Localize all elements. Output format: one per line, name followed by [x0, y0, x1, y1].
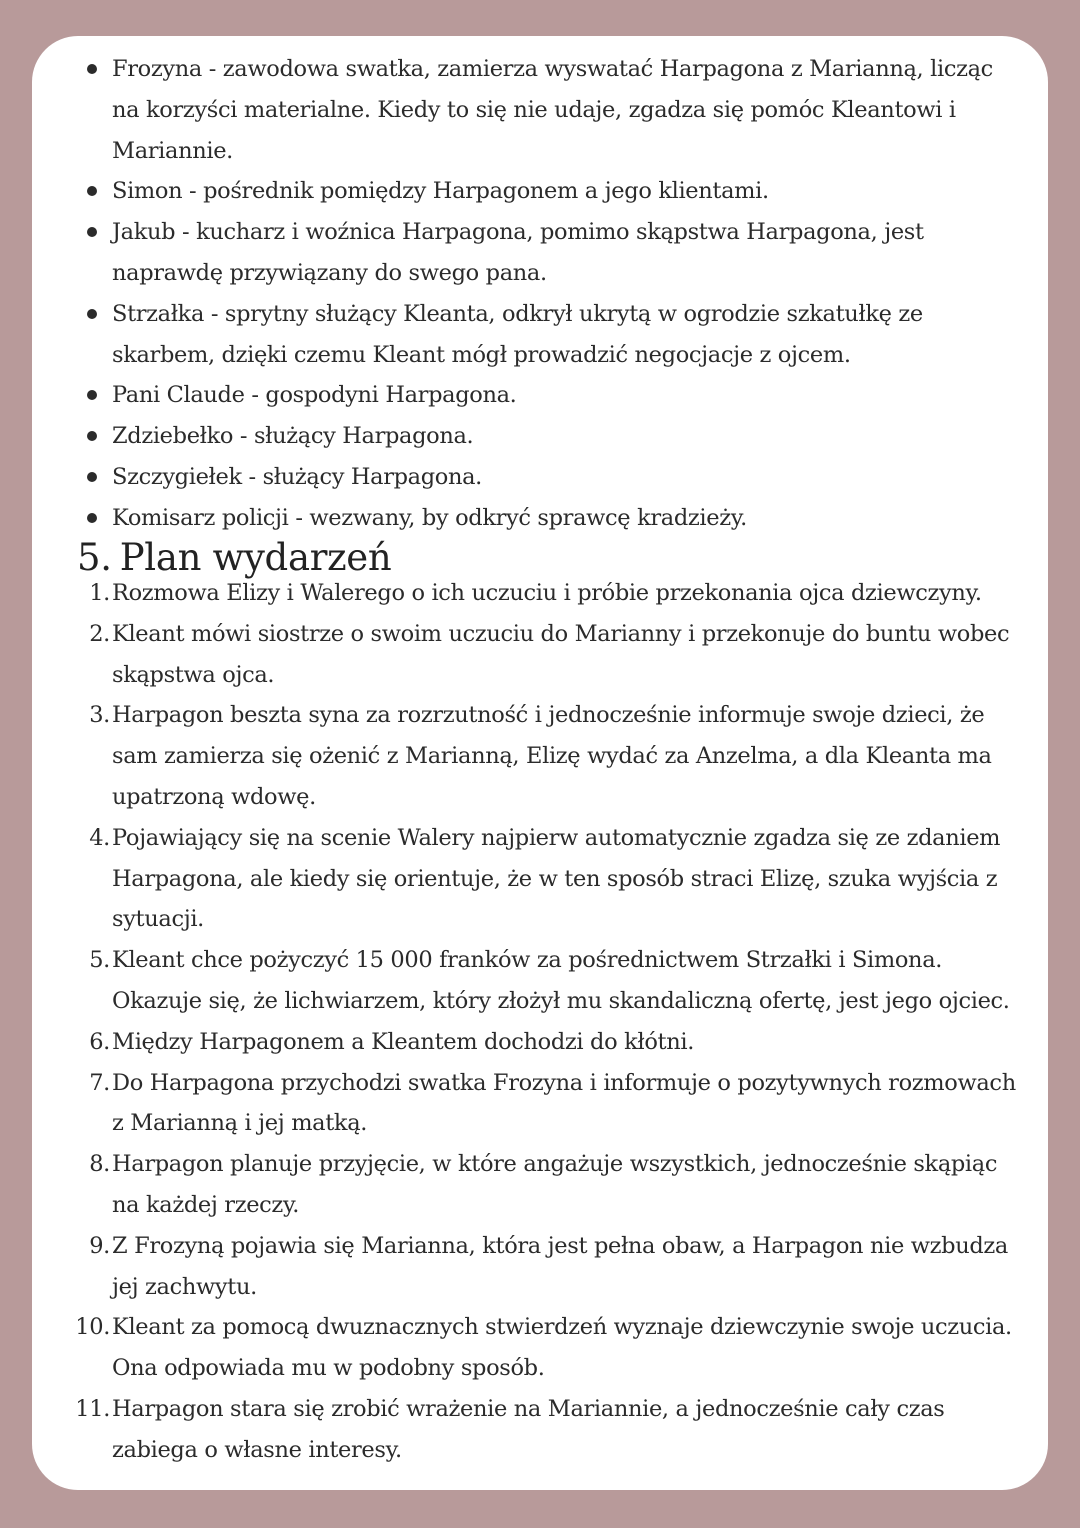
item-text: Kleant za pomocą dwuznacznych stwierdzeń wyznaje dziewczynie swoje uczucia. Ona odpowiada mu w podobny sposób. [112, 1314, 1012, 1382]
list-item [32, 1063, 1048, 1145]
list-item [32, 457, 1048, 498]
item-number: 5. [89, 947, 110, 974]
list-item [32, 49, 1048, 171]
character-name: Strzałka [112, 300, 205, 327]
bullet-icon [87, 64, 97, 74]
character-description: - kucharz i woźnica Harpagona, pomimo skąpstwa Harpagona, jest naprawdę przywiązany do swego pana. [112, 219, 924, 286]
page-card [32, 36, 1048, 1490]
character-description: - pośrednik pomiędzy Harpagonem a jego klientami. [182, 178, 769, 205]
bullet-icon [87, 227, 97, 237]
character-description: - służący Harpagona. [241, 463, 482, 490]
list-item [32, 375, 1048, 416]
list-item [32, 695, 1048, 817]
item-number: 1. [89, 580, 110, 606]
item-text: Harpagon planuje przyjęcie, w które angażuje wszystkich, jednocześnie skąpiąc na każdej rzeczy. [112, 1151, 998, 1218]
bullet-icon [87, 431, 97, 441]
character-description: - zawodowa swatka, zamierza wyswatać Harpagona z Marianną, licząc na korzyści materialne. Kiedy to się nie udaje, zgadza się pomóc Kleantowi i Mariannie. [112, 56, 993, 164]
character-list [32, 49, 1048, 539]
item-number: 11. [75, 1395, 110, 1422]
item-text: Harpagon beszta syna za rozrzutność i jednocześnie informuje swoje dzieci, że sam zamierza się ożenić z Marianną, Elizę wydać za Anzelma, a dla Kleanta ma upatrzoną wdowę. [112, 702, 992, 810]
list-item [32, 1226, 1048, 1308]
section-number: 5. [77, 536, 112, 579]
bullet-icon [87, 186, 97, 196]
item-number: 3. [89, 702, 110, 729]
section-title: Plan wydarzeń [119, 536, 392, 579]
list-item [32, 1307, 1048, 1389]
list-item [32, 1022, 1048, 1063]
item-number: 9. [89, 1232, 110, 1259]
item-text: Rozmowa Elizy i Walerego o ich uczuciu i próbie przekonania ojca dziewczyny. [112, 580, 982, 606]
list-item [32, 171, 1048, 212]
item-text: Do Harpagona przychodzi swatka Frozyna i informuje o pozytywnych rozmowach z Marianną i jej matką. [112, 1069, 1016, 1137]
character-description: - sprytny służący Kleanta, odkrył ukrytą w ogrodzie szkatułkę ze skarbem, dzięki czemu Kleant mógł prowadzić negocjacje z ojcem. [112, 300, 923, 368]
bullet-icon [87, 309, 97, 319]
character-name: Simon [112, 178, 183, 205]
character-description: - służący Harpagona. [233, 423, 474, 450]
character-name: Pani Claude [112, 382, 245, 409]
character-name: Szczygiełek [112, 463, 242, 490]
list-item [32, 294, 1048, 376]
event-plan-list [32, 573, 1048, 1471]
list-item [32, 498, 1048, 539]
item-text: Harpagon stara się zrobić wrażenie na Mariannie, a jednocześnie cały czas zabiega o własne interesy. [112, 1395, 945, 1463]
list-item [32, 614, 1048, 696]
item-text: Kleant mówi siostrze o swoim uczuciu do Marianny i przekonuje do buntu wobec skąpstwa ojca. [112, 620, 1010, 688]
item-text: Między Harpagonem a Kleantem dochodzi do kłótni. [112, 1028, 695, 1055]
bullet-icon [87, 390, 97, 400]
list-item [32, 1389, 1048, 1471]
character-description: - wezwany, by odkryć sprawcę kradzieży. [288, 504, 747, 531]
list-item [32, 818, 1048, 940]
item-number: 2. [89, 620, 110, 647]
list-item [32, 1144, 1048, 1226]
character-name: Frozyna [112, 56, 202, 82]
item-text: Pojawiający się na scenie Walery najpierw automatycznie zgadza się ze zdaniem Harpagona, ale kiedy się orientuje, że w ten sposób straci Elizę, szuka wyjścia z sytuacji. [112, 824, 1001, 933]
bullet-icon [87, 513, 97, 523]
list-item [32, 573, 1048, 614]
item-number: 7. [89, 1069, 110, 1096]
character-description: - gospodyni Harpagona. [244, 382, 517, 409]
list-item [32, 416, 1048, 457]
list-item [32, 212, 1048, 294]
character-name: Komisarz policji [112, 504, 289, 531]
item-number: 6. [89, 1028, 110, 1055]
bullet-icon [87, 472, 97, 482]
item-number: 10. [75, 1314, 110, 1341]
character-name: Jakub [112, 219, 176, 246]
character-name: Zdziebełko [112, 423, 234, 450]
item-number: 8. [89, 1151, 110, 1178]
item-text: Kleant chce pożyczyć 15 000 franków za pośrednictwem Strzałki i Simona. Okazuje się, że lichwiarzem, który złożył mu skandaliczną ofertę, jest jego ojciec. [112, 947, 1010, 1014]
list-item [32, 940, 1048, 1022]
item-text: Z Frozyną pojawia się Marianna, która jest pełna obaw, a Harpagon nie wzbudza jej zachwytu. [112, 1232, 1008, 1300]
item-number: 4. [89, 824, 110, 851]
